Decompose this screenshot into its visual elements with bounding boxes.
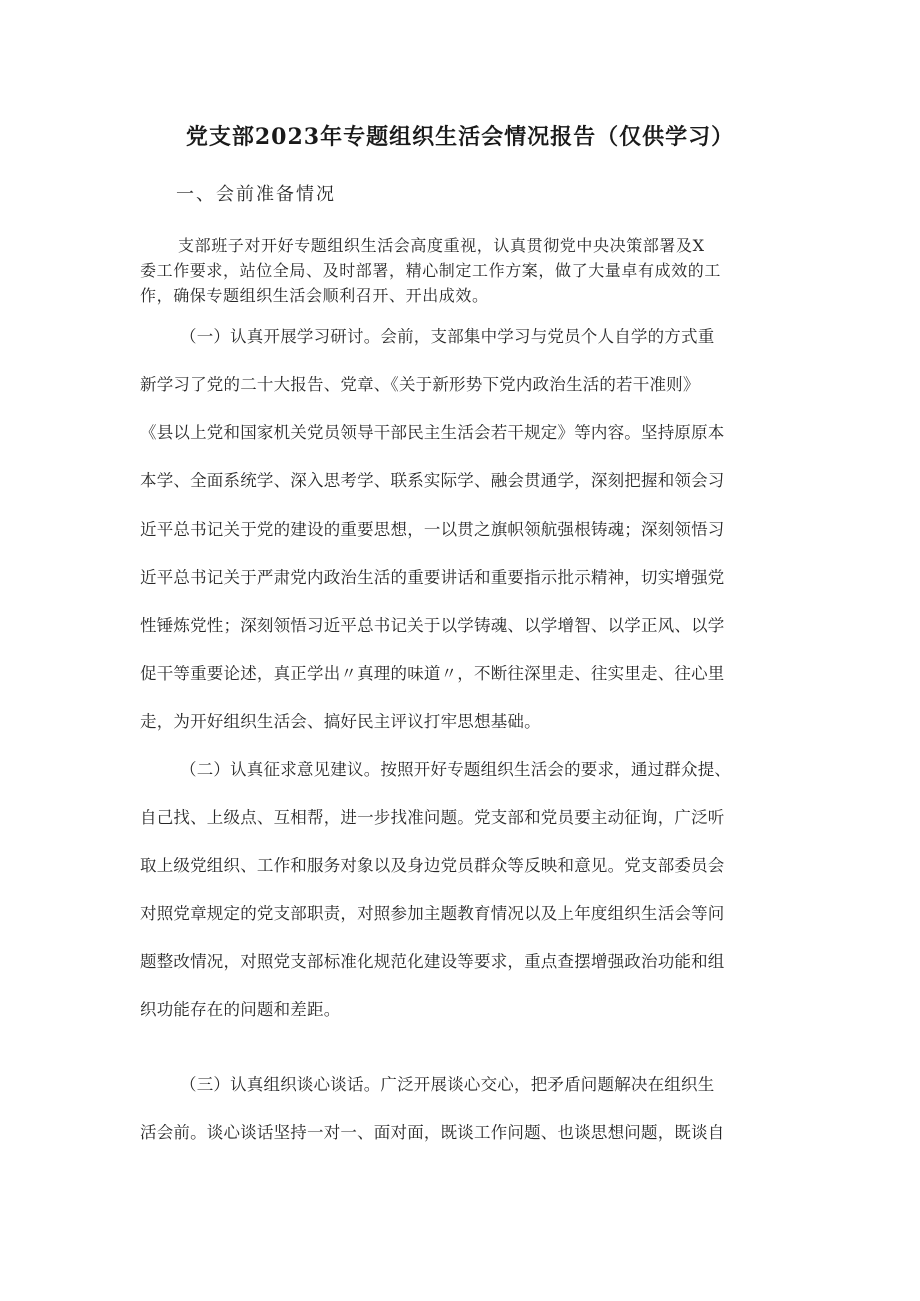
- intro-line: 支部班子对开好专题组织生活会高度重视，认真贯彻党中央决策部署及X: [178, 236, 705, 255]
- paragraph-line: 《县以上党和国家机关党员领导干部民主生活会若干规定》等内容。坚持原原本: [140, 423, 725, 442]
- paragraph-line: （一）认真开展学习研讨。会前，支部集中学习与党员个人自学的方式重: [180, 327, 715, 346]
- paragraph-line: 近平总书记关于党的建设的重要思想，一以贯之旗帜领航强根铸魂；深刻领悟习: [140, 520, 725, 539]
- paragraph-line: （二）认真征求意见建议。按照开好专题组织生活会的要求，通过群众提、: [180, 760, 732, 779]
- paragraph-line: 性锤炼党性；深刻领悟习近平总书记关于以学铸魂、以学增智、以学正风、以学: [140, 616, 725, 635]
- section-heading: 一、会前准备情况: [176, 184, 336, 205]
- paragraph-line: （三）认真组织谈心谈话。广泛开展谈心交心，把矛盾问题解决在组织生: [180, 1075, 715, 1094]
- document-title: 党支部2023年专题组织生活会情况报告（仅供学习）: [185, 124, 735, 150]
- intro-line: 作，确保专题组织生活会顺利召开、开出成效。: [140, 286, 489, 305]
- paragraph-line: 本学、全面系统学、深入思考学、联系实际学、融会贯通学，深刻把握和领会习: [140, 471, 725, 490]
- paragraph-line: 近平总书记关于严肃党内政治生活的重要讲话和重要指示批示精神，切实增强党: [140, 568, 725, 587]
- paragraph-line: 走，为开好组织生活会、搞好民主评议打牢思想基础。: [140, 712, 541, 731]
- paragraph-line: 取上级党组织、工作和服务对象以及身边党员群众等反映和意见。党支部委员会: [140, 856, 725, 875]
- paragraph-line: 活会前。谈心谈话坚持一对一、面对面，既谈工作问题、也谈思想问题，既谈自: [140, 1123, 725, 1142]
- paragraph-line: 对照党章规定的党支部职责，对照参加主题教育情况以及上年度组织生活会等问: [140, 904, 725, 923]
- paragraph-line: 织功能存在的问题和差距。: [140, 1000, 341, 1019]
- paragraph-line: 新学习了党的二十大报告、党章、《关于新形势下党内政治生活的若干准则》: [140, 375, 700, 394]
- paragraph-line: 题整改情况，对照党支部标准化规范化建设等要求，重点查摆增强政治功能和组: [140, 952, 725, 971]
- intro-line: 委工作要求，站位全局、及时部署，精心制定工作方案，做了大量卓有成效的工: [140, 261, 722, 280]
- paragraph-line: 自己找、上级点、互相帮，进一步找准问题。党支部和党员要主动征询，广泛听: [140, 808, 725, 827]
- paragraph-line: 促干等重要论述，真正学出〃真理的味道〃，不断往深里走、往实里走、往心里: [140, 664, 725, 683]
